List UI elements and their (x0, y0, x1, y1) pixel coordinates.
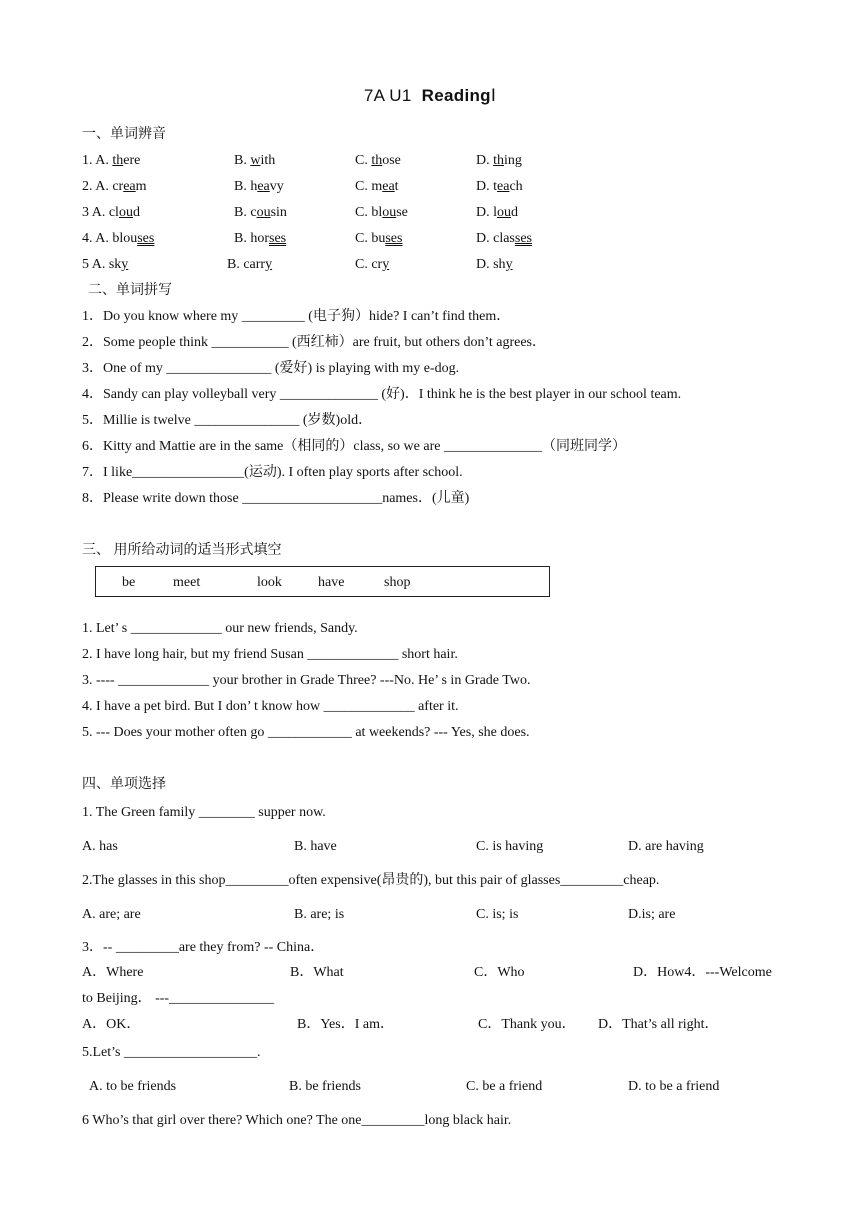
word-part: 1. A. (82, 153, 113, 168)
mc-option: B. have (294, 839, 337, 854)
underlined-letters: ses (514, 231, 533, 246)
mc-question: 3．-- _________are they from? -- China． (82, 940, 325, 955)
word-part: C. cr (355, 257, 383, 272)
option-d (476, 152, 522, 170)
mc-option: D．That’s all right． (598, 1017, 719, 1032)
word-part: 2. A. cr (82, 179, 124, 194)
option-b (234, 178, 284, 196)
word-part: t (394, 179, 399, 194)
mc-option: B. are; is (294, 907, 345, 922)
word-bank-box (95, 566, 550, 597)
title-roman: Ⅰ (490, 86, 497, 105)
word-part: d (511, 205, 518, 220)
word-part: C. bl (355, 205, 383, 220)
word-part: 4. A. blou (82, 231, 138, 246)
underlined-letters: ses (385, 231, 403, 246)
mc-question: 1. The Green family ________ supper now. (82, 805, 326, 820)
mc-option: D. to be a friend (628, 1079, 720, 1094)
word-part: sin (270, 205, 287, 220)
mc-option: A．OK． (82, 1017, 141, 1032)
underlined-letters: ea (497, 179, 510, 194)
section-1-heading: 一、单词辨音 (82, 127, 166, 142)
option-c (355, 230, 402, 248)
word-part: D. t (476, 179, 497, 194)
underlined-letters: ou (382, 205, 397, 220)
underlined-letters: ou (118, 205, 133, 220)
mc-option: C. is; is (476, 907, 519, 922)
word-part: D. sh (476, 257, 506, 272)
page-title (0, 86, 860, 106)
word-part: vy (269, 179, 284, 194)
spelling-item: 1．Do you know where my _________ (电子狗）hide? I can’t find them． (82, 309, 511, 324)
underlined-letters: ea (257, 179, 270, 194)
option-d (476, 256, 513, 274)
mc-option: A．Where (82, 965, 144, 980)
section-4-heading: 四、单项选择 (82, 777, 166, 792)
word-part: C. (355, 153, 372, 168)
spelling-item: 6．Kitty and Mattie are in the same（相同的）class, so we are ______________（同班同学） (82, 439, 626, 454)
word-part: 5 A. sk (82, 257, 122, 272)
verb-item: 2. I have long hair, but my friend Susan _____________ short hair. (82, 647, 458, 662)
option-b (227, 256, 272, 274)
section-3-heading: 三、 用所给动词的适当形式填空 (82, 543, 282, 558)
mc-option: A. has (82, 839, 118, 854)
mc-option: D．How4．---Welcome (633, 965, 772, 980)
word-bank-word: look (257, 575, 282, 590)
underlined-letters: ses (137, 231, 155, 246)
option-a (82, 178, 147, 196)
verb-item: 1. Let’ s _____________ our new friends, Sandy. (82, 621, 358, 636)
word-bank-word: meet (173, 575, 201, 590)
spelling-item: 2．Some people think ___________ (西红柿）are fruit, but others don’t agrees． (82, 335, 546, 350)
underlined-letters: y (382, 257, 390, 272)
option-a (82, 204, 140, 222)
mc-option: B．What (290, 965, 344, 980)
word-part: m (135, 179, 147, 194)
word-bank-word: shop (384, 575, 411, 590)
underlined-letters: ses (269, 231, 287, 246)
mc-option: C．Who (474, 965, 525, 980)
mc-option: B. be friends (289, 1079, 361, 1094)
word-part: d (132, 205, 140, 220)
option-c (355, 256, 389, 274)
spelling-item: 5．Millie is twelve _______________ (岁数)old． (82, 413, 373, 428)
word-part: se (396, 205, 408, 220)
mc-option: C．Thank you． (478, 1017, 576, 1032)
underlined-letters: ea (123, 179, 136, 194)
option-d (476, 204, 518, 222)
underlined-letters: y (265, 257, 273, 272)
option-b (234, 152, 275, 170)
option-d (476, 230, 532, 248)
underlined-letters: y (121, 257, 129, 272)
word-part: 3 A. cl (82, 205, 119, 220)
verb-item: 4. I have a pet bird. But I don’ t know how _____________ after it. (82, 699, 459, 714)
spelling-item: 4．Sandy can play volleyball very ______________ (好)．I think he is the best player in our school team. (82, 387, 682, 402)
underlined-letters: y (505, 257, 513, 272)
word-part: ing (504, 153, 522, 168)
spelling-item: 3．One of my _______________ (爱好) is playing with my e-dog. (82, 361, 460, 376)
option-c (355, 204, 408, 222)
underlined-letters: th (371, 153, 383, 168)
verb-item: 3. ---- _____________ your brother in Grade Three? ---No. He’ s in Grade Two. (82, 673, 531, 688)
option-a (82, 230, 154, 248)
spelling-item: 7．I like________________(运动). I often play sports after school. (82, 465, 463, 480)
section-2-heading: 二、单词拼写 (88, 283, 172, 298)
underlined-letters: ou (497, 205, 511, 220)
underlined-letters: th (112, 153, 124, 168)
word-part: D. (476, 153, 494, 168)
word-part: D. clas (476, 231, 515, 246)
mc-option: C. is having (476, 839, 544, 854)
word-part: B. carr (227, 257, 266, 272)
option-b (234, 204, 287, 222)
mc-option: A. are; are (82, 907, 141, 922)
mc-question: 5.Let’s ___________________. (82, 1045, 261, 1060)
word-bank-word: have (318, 575, 345, 590)
mc-option: D.is; are (628, 907, 676, 922)
mc-question: to Beijing． ---_______________ (82, 991, 275, 1006)
underlined-letters: th (493, 153, 505, 168)
title-main: Reading (421, 86, 491, 105)
option-d (476, 178, 523, 196)
mc-option: A. to be friends (89, 1079, 177, 1094)
mc-option: D. are having (628, 839, 704, 854)
verb-item: 5. --- Does your mother often go ____________ at weekends? --- Yes, she does. (82, 725, 530, 740)
underlined-letters: ea (382, 179, 395, 194)
word-part: ere (123, 153, 141, 168)
word-part: B. hor (234, 231, 269, 246)
word-part: ose (382, 153, 401, 168)
option-c (355, 178, 399, 196)
mc-question: 2.The glasses in this shop_________often expensive(昂贵的), but this pair of glasses_________cheap. (82, 873, 660, 888)
word-part: ith (260, 153, 276, 168)
word-bank-word: be (122, 575, 136, 590)
word-part: B. c (234, 205, 257, 220)
underlined-letters: ou (256, 205, 271, 220)
word-part: B. h (234, 179, 258, 194)
mc-question: 6 Who’s that girl over there? Which one? The one_________long black hair. (82, 1113, 512, 1128)
title-code: 7A U1 (363, 86, 412, 105)
mc-option: C. be a friend (466, 1079, 543, 1094)
option-a (82, 256, 128, 274)
mc-option: B．Yes．I am． (297, 1017, 394, 1032)
option-a (82, 152, 140, 170)
word-part: ch (509, 179, 523, 194)
underlined-letters: w (250, 153, 261, 168)
word-part: B. (234, 153, 251, 168)
option-c (355, 152, 401, 170)
word-part: C. m (355, 179, 383, 194)
spelling-item: 8．Please write down those ____________________names．(儿童) (82, 491, 470, 506)
word-part: D. l (476, 205, 497, 220)
word-part: C. bu (355, 231, 386, 246)
option-b (234, 230, 286, 248)
